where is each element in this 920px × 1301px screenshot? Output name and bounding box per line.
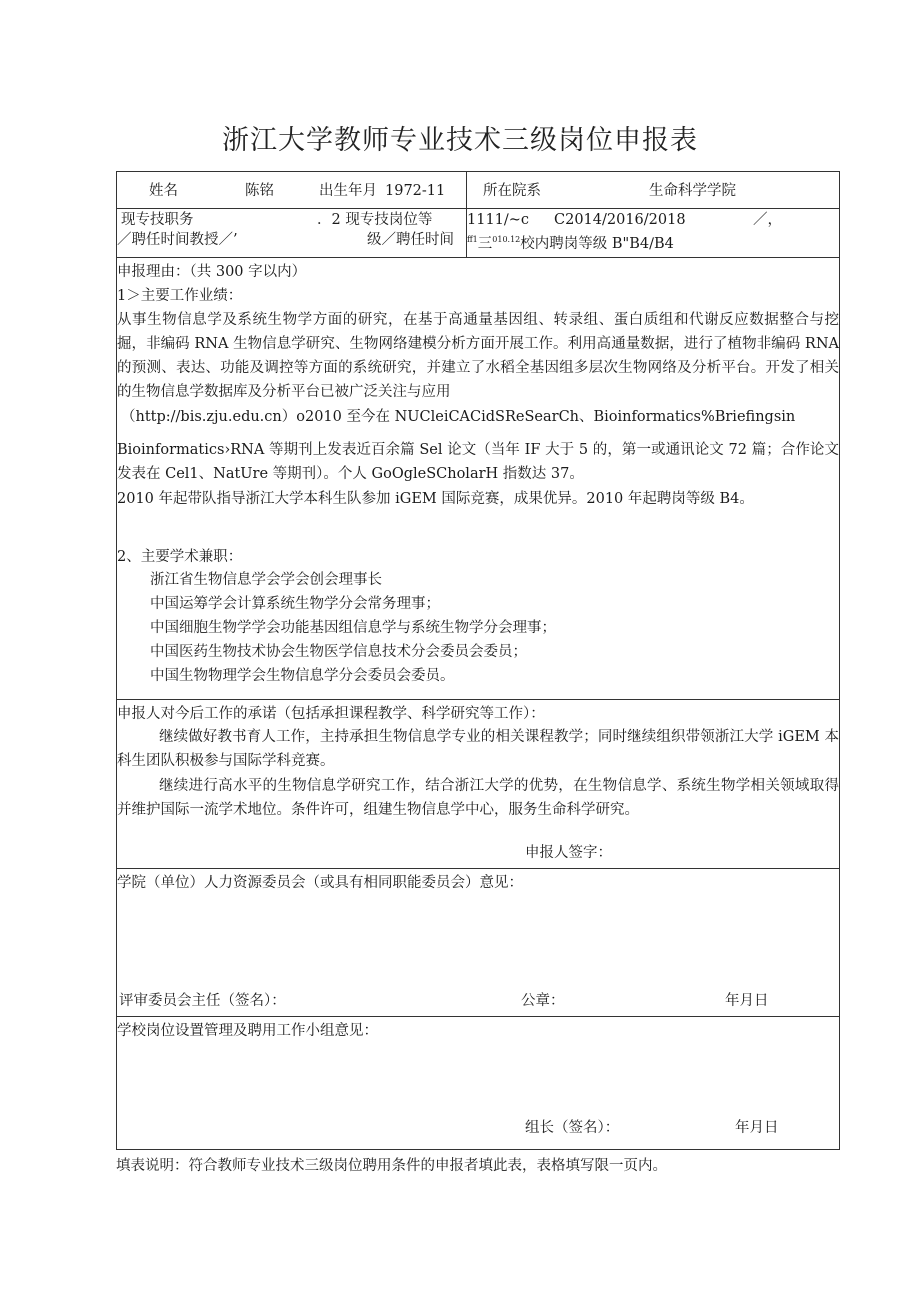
name-label: 姓名: [149, 183, 178, 199]
reason-header: 申报理由：（共 300 字以内）: [117, 264, 307, 280]
post-mark-text: ／，: [753, 212, 782, 228]
birth-value: 1972-11: [385, 183, 446, 199]
college-date-label: 年月日: [725, 993, 769, 1009]
achievements-paragraph-1: 从事生物信息学及系统生物学方面的研究，在基于高通量基因组、转录组、蛋白质组和代谢反应数据整合与挖掘，非编码 RNA 生物信息学研究、生物网络建模分析方面开展工作。利用高通量数据，进行了植物非编码 RNA 的预测、表达、功能及调控等方面的系统研究，并建立了水稻全基因组多层次生物网络及分析平台。开发了相关的生物信息学数据库及分析平台已被广泛关注与应用: [117, 312, 839, 400]
commitment-header: 申报人对今后工作的承诺（包括承担课程教学、科学研究等工作）：: [117, 706, 545, 722]
achievements-paragraph-3: 2010 年起带队指导浙江大学本科生队参加 iGEM 国际竞赛，成果优异。2010 年起聘岗等级 B4。: [117, 491, 754, 507]
applicant-signature-label: 申报人签字：: [525, 845, 612, 861]
college-opinion-header: 学院（单位）人力资源委员会（或具有相同职能委员会）意见：: [117, 875, 523, 891]
post-code-text: 1111∕~c: [467, 212, 530, 228]
official-seal-label: 公章：: [521, 993, 565, 1009]
school-opinion-header: 学校岗位设置管理及聘用工作小组意见：: [117, 1023, 378, 1039]
achievements-paragraph-2: Bioinformatics›RNA 等期刊上发表近百余篇 Sel 论文（当年 IF 大于 5 的，第一或通讯论文 72 篇；合作论文发表在 Cel1、NatUre 等期刊）。个人 GoOgleSCholarH 指数达 37。: [117, 442, 839, 482]
achievements-title: 1＞主要工作业绩：: [117, 288, 243, 304]
academic-posts-title: 2、主要学术兼职：: [117, 549, 243, 565]
commitment-paragraph-1: 继续做好教书育人工作，主持承担生物信息学专业的相关课程教学；同时继续组织带领浙江大学 iGEM 本科生团队积极参与国际学科竞赛。: [117, 729, 839, 769]
academic-post-item: 中国生物物理学会生物信息学分会委员会委员。: [150, 668, 455, 684]
row-divider: [117, 1016, 839, 1017]
form-footnote: 填表说明：符合教师专业技术三级岗位聘用条件的申报者填此表，表格填写限一页内。: [116, 1158, 667, 1174]
name-value: 陈铭: [245, 183, 274, 199]
row-divider: [117, 257, 839, 258]
academic-post-item: 中国医药生物技术协会生物医学信息技术分会委员会委员；: [150, 644, 527, 660]
application-form: [116, 171, 840, 1150]
academic-post-item: 中国运筹学会计算系统生物学分会常务理事；: [150, 596, 440, 612]
post-years-text: C2014/2016/2018: [554, 212, 686, 228]
academic-post-item: 浙江省生物信息学会学会创会理事长: [150, 572, 382, 588]
current-post-label: ．2 现专技岗位等: [317, 212, 433, 228]
committee-chair-signature-label: 评审委员会主任（签名）：: [119, 993, 286, 1009]
current-title-label: 现专技职务: [121, 212, 194, 228]
academic-post-item: 中国细胞生物学学会功能基因组信息学与系统生物学分会理事；: [150, 620, 556, 636]
appointment-time-label: ／聘任时间教授／’: [117, 232, 238, 248]
school-date-label: 年月日: [735, 1120, 779, 1136]
group-leader-signature-label: 组长（签名）：: [525, 1120, 620, 1136]
department-value: 生命科学学院: [649, 183, 736, 199]
row-divider: [117, 699, 839, 700]
birth-label: 出生年月: [319, 183, 377, 199]
achievements-url-line: （http://bis.zju.edu.cn）o2010 至今在 NUCleiCACidSReSearCh、Bioinformatics%Briefingsin: [121, 409, 796, 425]
row-divider: [117, 208, 839, 209]
department-label: 所在院系: [483, 183, 541, 199]
commitment-paragraph-2: 继续进行高水平的生物信息学研究工作，结合浙江大学的优势，在生物信息学、系统生物学相关领域取得并维护国际一流学术地位。条件许可，组建生物信息学中心，服务生命科学研究。: [117, 778, 839, 818]
grade-time-label: 级／聘任时间: [367, 232, 454, 248]
row-divider: [117, 868, 839, 869]
grade-time-value: $^{ff1}$三$^{010.12}$校内聘岗等级 B"B4∕B4: [467, 235, 674, 252]
page-title: 浙江大学教师专业技术三级岗位申报表: [222, 125, 698, 156]
